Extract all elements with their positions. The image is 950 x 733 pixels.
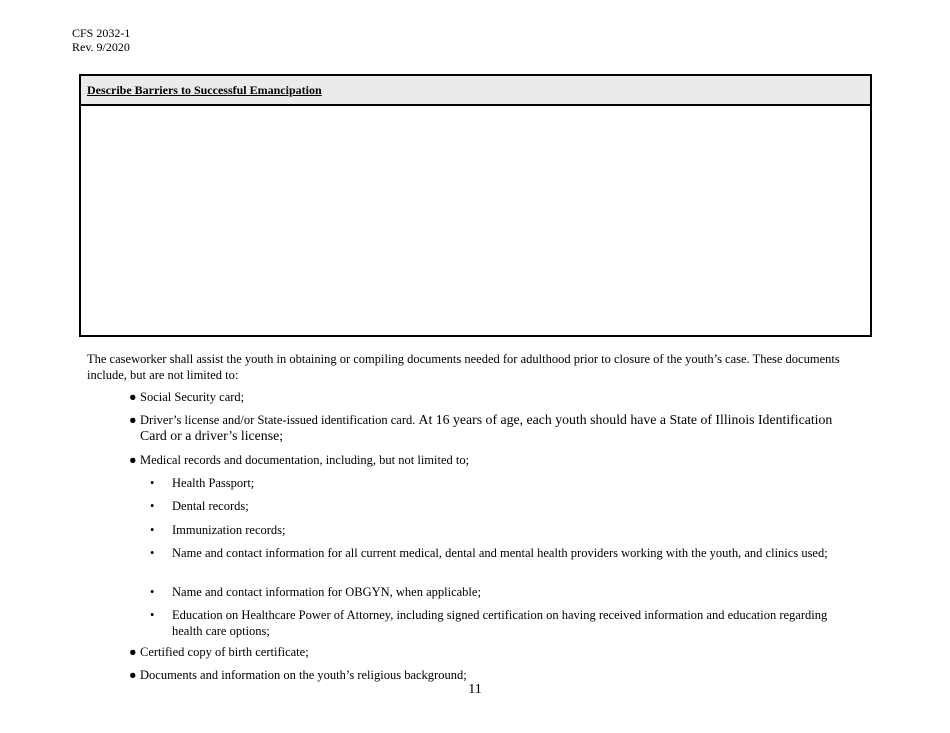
- sub-item-immunization-records: [150, 522, 840, 538]
- list-item-social-security: [129, 389, 849, 405]
- sub-item-text: Immunization records;: [172, 523, 286, 537]
- barriers-section: [79, 74, 872, 337]
- list-item-birth-certificate: [129, 644, 849, 660]
- sub-item-text: Education on Healthcare Power of Attorney, including signed certification on having received information and education regarding health care options;: [172, 608, 828, 638]
- list-item-drivers-license: [129, 412, 849, 444]
- sub-bullet-mark: •: [150, 523, 155, 537]
- sub-bullet-mark: •: [150, 585, 155, 599]
- list-item-text: Medical records and documentation, including, but not limited to;: [140, 453, 470, 467]
- sub-bullet-mark: •: [150, 608, 155, 622]
- sub-bullet-mark: •: [150, 546, 155, 560]
- sub-bullet-mark: •: [150, 476, 155, 490]
- sub-item-text: Name and contact information for all current medical, dental and mental health providers working with the youth, and clinics used;: [172, 546, 828, 560]
- list-item-medical-records: [129, 452, 849, 468]
- list-item-text: Certified copy of birth certificate;: [140, 645, 309, 659]
- sub-item-text: Dental records;: [172, 499, 249, 513]
- sub-item-text: Health Passport;: [172, 476, 255, 490]
- list-item-text: Social Security card;: [140, 390, 245, 404]
- sub-item-health-passport: [150, 475, 840, 491]
- intro-paragraph: The caseworker shall assist the youth in obtaining or compiling documents needed for adulthood prior to closure of the youth’s case. These documents include, but are not limited to:: [87, 352, 840, 382]
- sub-item-power-of-attorney: [150, 607, 840, 639]
- sub-item-text: Name and contact information for OBGYN, when applicable;: [172, 585, 481, 599]
- sub-item-obgyn: [150, 584, 840, 600]
- form-number: CFS 2032-1: [72, 26, 131, 40]
- bullet-mark: ●: [129, 668, 137, 682]
- sub-bullet-mark: •: [150, 499, 155, 513]
- sub-item-providers: [150, 545, 840, 561]
- barriers-text-area[interactable]: [81, 106, 870, 335]
- bullet-mark: ●: [129, 453, 137, 467]
- bullet-mark: ●: [129, 645, 137, 659]
- drivers-license-text: Driver’s license and/or State-issued identification card.: [140, 413, 416, 427]
- sub-item-dental-records: [150, 498, 840, 514]
- page-number: 11: [468, 682, 482, 697]
- list-item-religious-background: [129, 667, 849, 683]
- form-identifier: [72, 26, 130, 54]
- barriers-section-title: Describe Barriers to Successful Emancipation: [81, 76, 870, 106]
- list-item-text: Documents and information on the youth’s religious background;: [140, 668, 467, 682]
- id-card-requirement-text: At 16 years of age, each youth should have a State of Illinois Identification Card or a driver’s license;: [140, 412, 833, 443]
- list-item-text: [140, 412, 849, 444]
- form-revision: Rev. 9/2020: [72, 40, 130, 54]
- bullet-mark: ●: [129, 390, 137, 404]
- bullet-mark: ●: [129, 413, 137, 427]
